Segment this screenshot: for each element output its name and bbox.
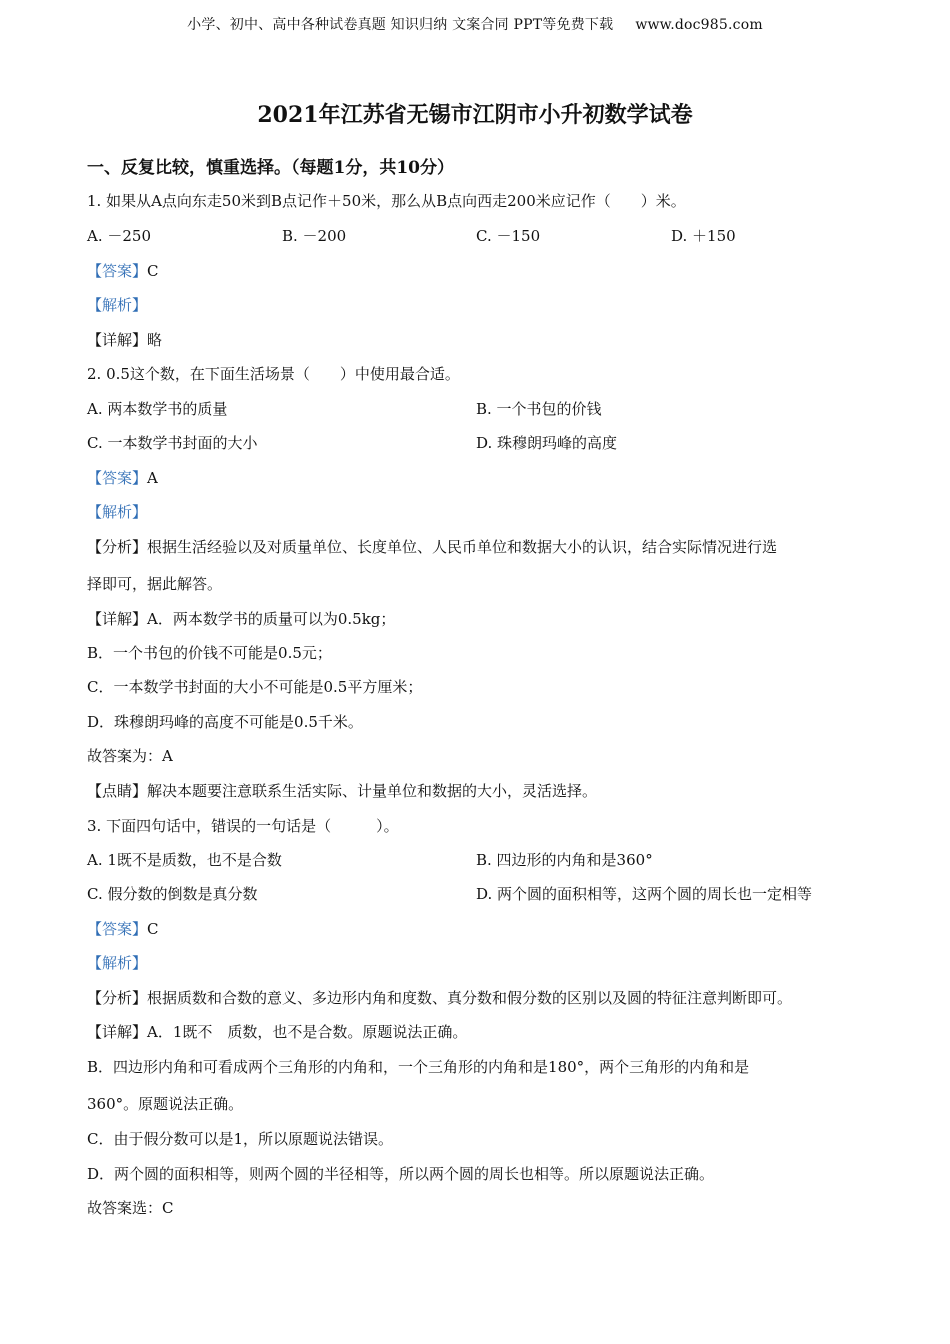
q2-option-a: A. 两本数学书的质量 xyxy=(87,400,228,418)
q2-detail-text-1: A．两本数学书的质量可以为0.5kg； xyxy=(147,610,396,628)
q1-answer-value: C xyxy=(147,262,159,280)
q2-analysis-line-2: 择即可，据此解答。 xyxy=(87,575,223,593)
xiangjie-tag: 【详解】 xyxy=(87,1023,148,1041)
answer-tag: 【答案】 xyxy=(87,920,148,938)
q1-option-c: C. －150 xyxy=(476,227,541,245)
answer-tag: 【答案】 xyxy=(87,469,148,487)
q1-detail-text: 略 xyxy=(147,331,163,349)
q1-option-a: A. －250 xyxy=(87,227,151,245)
q2-jiexi-tag: 【解析】 xyxy=(87,503,148,521)
q2-detail-line-2: B．一个书包的价钱不可能是0.5元； xyxy=(87,644,332,662)
q3-detail-text-1: A．1既不 质数，也不是合数。原题说法正确。 xyxy=(147,1023,468,1041)
q1-detail xyxy=(87,329,162,350)
section-heading: 一、反复比较，慎重选择。（每题1分，共10分） xyxy=(87,158,454,178)
q3-analysis-text: 根据质数和合数的意义、多边形内角和度数、真分数和假分数的区别以及圆的特征注意判断即可。 xyxy=(147,989,793,1007)
q2-analysis-line-1 xyxy=(87,536,777,557)
q1-stem: 1. 如果从A点向东走50米到B点记作＋50米，那么从B点向西走200米应记作（ ）米。 xyxy=(87,192,686,210)
fenxi-tag: 【分析】 xyxy=(87,989,148,1007)
page-header xyxy=(0,14,950,34)
q2-analysis-text-1: 根据生活经验以及对质量单位、长度单位、人民币单位和数据大小的认识，结合实际情况进行选 xyxy=(147,538,778,556)
q3-detail-line-4: C．由于假分数可以是1，所以原题说法错误。 xyxy=(87,1130,394,1148)
q3-jiexi-tag: 【解析】 xyxy=(87,954,148,972)
q3-analysis xyxy=(87,987,792,1008)
q2-dianjing-text: 解决本题要注意联系生活实际、计量单位和数据的大小，灵活选择。 xyxy=(147,782,598,800)
header-site-link[interactable]: www.doc985.com xyxy=(635,17,763,33)
q2-option-d: D. 珠穆朗玛峰的高度 xyxy=(476,434,618,452)
q1-jiexi-tag: 【解析】 xyxy=(87,296,148,314)
q3-answer-value: C xyxy=(147,920,159,938)
q3-stem: 3. 下面四句话中，错误的一句话是（ ）。 xyxy=(87,817,399,835)
document-title: 2021年江苏省无锡市江阴市小升初数学试卷 xyxy=(257,102,693,128)
q2-detail-line-3: C．一本数学书封面的大小不可能是0.5平方厘米； xyxy=(87,678,423,696)
q3-option-b: B. 四边形的内角和是360° xyxy=(476,851,653,869)
q2-detail-line-4: D．珠穆朗玛峰的高度不可能是0.5千米。 xyxy=(87,713,363,731)
q3-option-d: D. 两个圆的面积相等，这两个圆的周长也一定相等 xyxy=(476,885,813,903)
q2-dianjing xyxy=(87,780,597,801)
q2-stem: 2. 0.5这个数，在下面生活场景（ ）中使用最合适。 xyxy=(87,365,460,383)
q3-option-c: C. 假分数的倒数是真分数 xyxy=(87,885,258,903)
q1-option-b: B. －200 xyxy=(282,227,347,245)
q3-detail-line-3: 360°。原题说法正确。 xyxy=(87,1095,244,1113)
q3-answer xyxy=(87,918,159,939)
q1-answer xyxy=(87,260,159,281)
q3-option-a: A. 1既不是质数，也不是合数 xyxy=(87,851,282,869)
fenxi-tag: 【分析】 xyxy=(87,538,148,556)
q2-option-b: B. 一个书包的价钱 xyxy=(476,400,602,418)
q2-detail-line-1 xyxy=(87,608,395,629)
xiangjie-tag: 【详解】 xyxy=(87,331,148,349)
q1-option-d: D. ＋150 xyxy=(671,227,736,245)
answer-tag: 【答案】 xyxy=(87,262,148,280)
q2-answer-value: A xyxy=(147,469,158,487)
dianjing-tag: 【点睛】 xyxy=(87,782,148,800)
q2-conclusion: 故答案为：A xyxy=(87,747,173,765)
xiangjie-tag: 【详解】 xyxy=(87,610,148,628)
q3-conclusion: 故答案选：C xyxy=(87,1199,174,1217)
q2-answer xyxy=(87,467,158,488)
header-text: 小学、初中、高中各种试卷真题 知识归纳 文案合同 PPT等免费下载 xyxy=(187,17,614,33)
q3-detail-line-1 xyxy=(87,1021,467,1042)
q2-option-c: C. 一本数学书封面的大小 xyxy=(87,434,258,452)
q3-detail-line-2: B．四边形内角和可看成两个三角形的内角和，一个三角形的内角和是180°，两个三角形的内角和是 xyxy=(87,1058,750,1076)
q3-detail-line-5: D．两个圆的面积相等，则两个圆的半径相等，所以两个圆的周长也相等。所以原题说法正确。 xyxy=(87,1165,715,1183)
